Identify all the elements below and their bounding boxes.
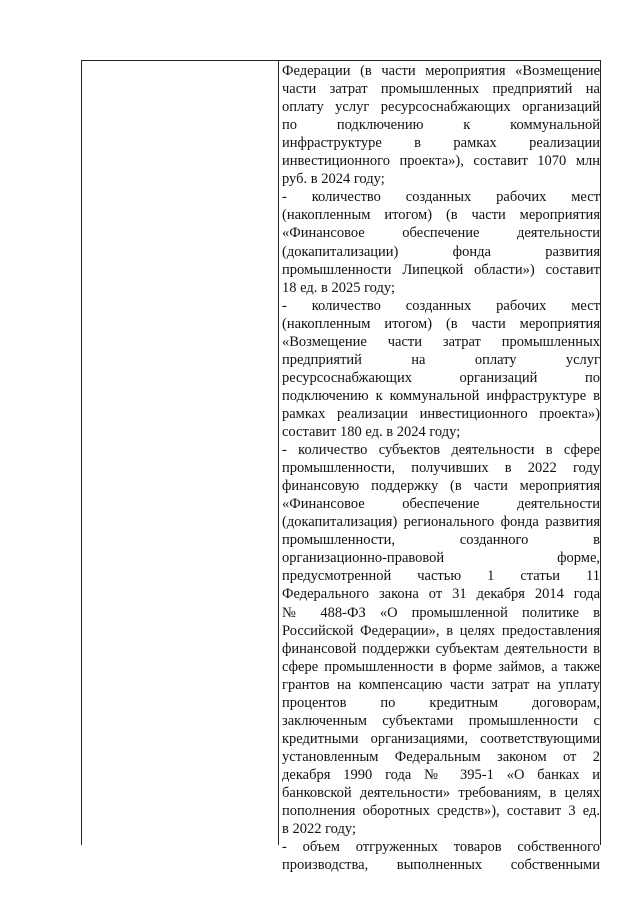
text-line: кредитными организациями, соответствующими <box>282 730 600 747</box>
text-line: предприятий на оплату услуг <box>282 351 600 368</box>
text-line: сфере промышленности в форме займов, а также <box>282 658 600 675</box>
text-line: по подключению к коммунальной <box>282 117 600 134</box>
text-line: - количество созданных рабочих мест <box>282 189 600 206</box>
text-line: грантов на компенсацию части затрат на уплату <box>282 676 600 693</box>
text-line: части затрат промышленных предприятий на <box>282 81 600 98</box>
table-right-cell <box>279 61 600 874</box>
text-line: составит 180 ед. в 2024 году; <box>282 424 461 440</box>
text-line: инвестиционного проекта»), составит 1070 млн <box>282 153 600 170</box>
text-line: производства, выполненных собственными <box>282 857 600 874</box>
text-line: (накопленным итогом) (в части мероприятия <box>282 207 600 224</box>
text-line: (докапитализация) регионального фонда развития <box>282 514 600 531</box>
text-line: промышленности Липецкой области») составит <box>282 261 600 278</box>
text-line: «Возмещение части затрат промышленных <box>282 333 600 350</box>
text-line: установленным Федеральным законом от 2 <box>282 748 600 765</box>
text-line: финансовую поддержку (в части мероприятия <box>282 478 600 495</box>
text-line: 18 ед. в 2025 году; <box>282 279 395 296</box>
text-line: процентов по кредитным договорам, <box>282 694 600 711</box>
text-line: «Финансовое обеспечение деятельности <box>282 225 600 242</box>
text-line: промышленности, созданного в <box>282 532 600 549</box>
text-line: промышленности, получивших в 2022 году <box>282 460 600 477</box>
text-line: организационно-правовой форме, <box>282 550 600 567</box>
text-line: пополнения оборотных средств»), составит 3 ед. <box>282 803 600 820</box>
program-table <box>81 60 601 874</box>
text-line: «Финансовое обеспечение деятельности <box>282 496 600 513</box>
text-line: в 2022 году; <box>282 821 356 838</box>
text-line: Российской Федерации», в целях предоставления <box>282 622 600 639</box>
text-line: (накопленным итогом) (в части мероприятия <box>282 315 600 332</box>
text-line: Федерального закона от 31 декабря 2014 года <box>282 586 600 603</box>
text-line: - объем отгруженных товаров собственного <box>282 839 600 856</box>
text-line: - количество созданных рабочих мест <box>282 297 600 314</box>
table-left-cell <box>82 61 279 845</box>
text-line: ресурсоснабжающих организаций по <box>282 369 600 386</box>
text-line: оплату услуг ресурсоснабжающих организаций <box>282 99 600 116</box>
text-line: (докапитализации) фонда развития <box>282 243 600 260</box>
text-line: банковской деятельности» требованиям, в целях <box>282 785 600 801</box>
text-line: - количество субъектов деятельности в сфере <box>282 442 600 459</box>
text-line: Федерации (в части мероприятия «Возмещение <box>282 63 600 79</box>
text-line: рамках реализации инвестиционного проекта») <box>282 405 600 422</box>
text-line: инфраструктуре в рамках реализации <box>282 135 600 152</box>
text-line: декабря 1990 года № 395-1 «О банках и <box>282 766 600 783</box>
text-line: № 488-ФЗ «О промышленной политике в <box>282 604 600 621</box>
text-line: финансовой поддержки субъектам деятельности в <box>282 640 600 657</box>
text-line: подключению к коммунальной инфраструктуре в <box>282 387 600 404</box>
text-line: руб. в 2024 году; <box>282 171 385 188</box>
text-line: предусмотренной частью 1 статьи 11 <box>282 568 600 585</box>
text-line: заключенным субъектами промышленности с <box>282 712 600 729</box>
